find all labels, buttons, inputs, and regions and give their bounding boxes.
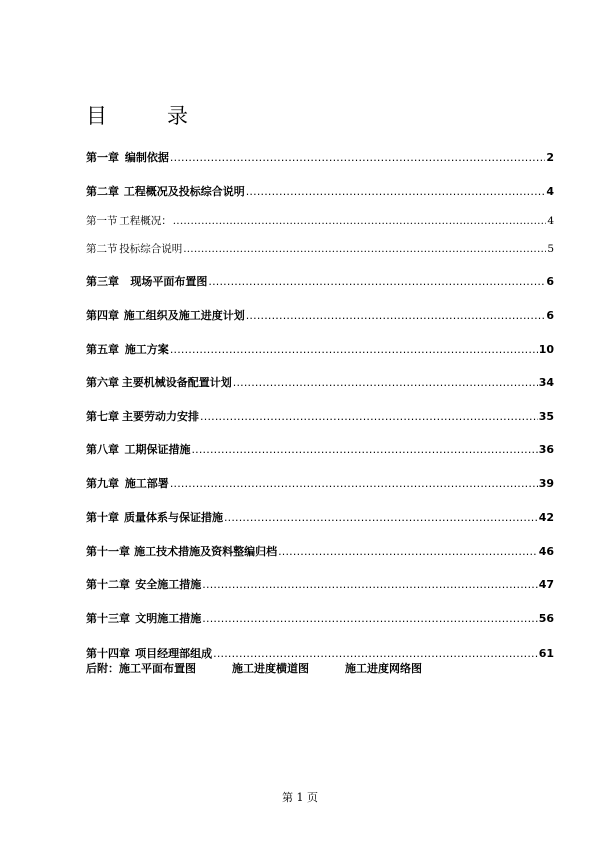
entry-title: 施工部署 (124, 477, 169, 490)
title-char-2: 录 (167, 104, 190, 128)
dot-leader (200, 410, 538, 423)
entry-title: 安全施工措施 (135, 578, 202, 591)
dot-leader (202, 612, 537, 625)
entry-number: 第九章 (86, 477, 119, 490)
toc-entry-ch13[interactable] (86, 610, 554, 626)
toc-entry-ch11[interactable] (86, 543, 554, 559)
entry-number: 第七章 (86, 410, 119, 423)
entry-title: 工程概况及投标综合说明 (123, 185, 245, 198)
dot-leader (191, 443, 537, 456)
entry-page: 39 (538, 477, 554, 490)
entry-page: 2 (546, 151, 554, 164)
entry-number: 第三章 (86, 275, 119, 288)
dot-leader (202, 578, 537, 591)
entry-title: 主要劳动力安排 (122, 410, 200, 423)
dot-leader (170, 151, 545, 164)
entry-title: 工程概况： (119, 215, 172, 227)
entry-number: 第五章 (86, 343, 119, 356)
dot-leader (183, 243, 546, 255)
entry-number: 第十章 (86, 511, 119, 524)
entry-page: 6 (546, 275, 554, 288)
entry-title: 投标综合说明 (119, 243, 183, 255)
entry-title: 主要机械设备配置计划 (121, 376, 232, 389)
dot-leader (278, 545, 538, 558)
toc-entry-ch4[interactable] (86, 307, 554, 323)
toc-entry-ch7[interactable] (86, 408, 554, 424)
toc-entry-ch9[interactable] (86, 475, 554, 491)
entry-number: 第四章 (86, 309, 119, 322)
dot-leader (208, 275, 545, 288)
entry-title: 编制依据 (124, 151, 169, 164)
toc-entry-sec2[interactable] (86, 241, 554, 256)
toc-entry-ch10[interactable] (86, 509, 554, 525)
entry-page: 47 (538, 578, 554, 591)
toc-entry-ch2[interactable] (86, 183, 554, 199)
page-number-footer: 第 1 页 (282, 791, 318, 804)
entry-title: 项目经理部组成 (135, 647, 213, 660)
dot-leader (173, 215, 547, 227)
dot-leader (246, 309, 546, 322)
entry-number: 第十三章 (86, 612, 130, 625)
toc-entry-sec1[interactable] (86, 213, 554, 228)
appendix-item[interactable]: 施工平面布置图 (119, 662, 196, 675)
entry-page: 5 (547, 243, 554, 255)
toc-entry-ch14[interactable] (86, 645, 554, 661)
title-char-1: 目 (86, 104, 109, 128)
appendix-label: 后附： (86, 662, 119, 675)
entry-page: 34 (538, 376, 554, 389)
entry-page: 61 (538, 647, 554, 660)
entry-title: 文明施工措施 (135, 612, 202, 625)
appendix-line (86, 660, 422, 676)
entry-number: 第二节 (86, 243, 118, 255)
entry-number: 第二章 (86, 185, 119, 198)
dot-leader (170, 477, 538, 490)
entry-title: 工期保证措施 (124, 443, 191, 456)
entry-title: 施工方案 (124, 343, 169, 356)
entry-number: 第六章 (86, 376, 119, 389)
entry-number: 第十一章 (86, 545, 130, 558)
dot-leader (224, 511, 538, 524)
entry-page: 6 (546, 309, 554, 322)
dot-leader (170, 343, 538, 356)
toc-title (86, 100, 190, 130)
entry-page: 46 (538, 545, 554, 558)
entry-page: 36 (538, 443, 554, 456)
entry-page: 42 (538, 511, 554, 524)
entry-title: 质量体系与保证措施 (123, 511, 223, 524)
toc-entry-ch5[interactable] (86, 341, 554, 357)
entry-title: 现场平面布置图 (130, 275, 208, 288)
entry-number: 第八章 (86, 443, 119, 456)
dot-leader (233, 376, 538, 389)
entry-number: 第十四章 (86, 647, 130, 660)
entry-page: 35 (538, 410, 554, 423)
entry-number: 第一章 (86, 151, 119, 164)
entry-number: 第一节 (86, 215, 118, 227)
toc-entry-ch3[interactable] (86, 273, 554, 289)
toc-entry-ch8[interactable] (86, 441, 554, 457)
appendix-item[interactable]: 施工进度网络图 (345, 662, 422, 675)
toc-entry-ch6[interactable] (86, 374, 554, 390)
entry-page: 4 (547, 215, 554, 227)
entry-number: 第十二章 (86, 578, 130, 591)
dot-leader (246, 185, 546, 198)
entry-page: 10 (538, 343, 554, 356)
entry-title: 施工组织及施工进度计划 (123, 309, 245, 322)
entry-title: 施工技术措施及资料整编归档 (134, 545, 278, 558)
entry-page: 4 (546, 185, 554, 198)
dot-leader (213, 647, 538, 660)
appendix-item[interactable]: 施工进度横道图 (232, 662, 309, 675)
toc-entry-ch1[interactable] (86, 149, 554, 165)
toc-entry-ch12[interactable] (86, 576, 554, 592)
entry-page: 56 (538, 612, 554, 625)
